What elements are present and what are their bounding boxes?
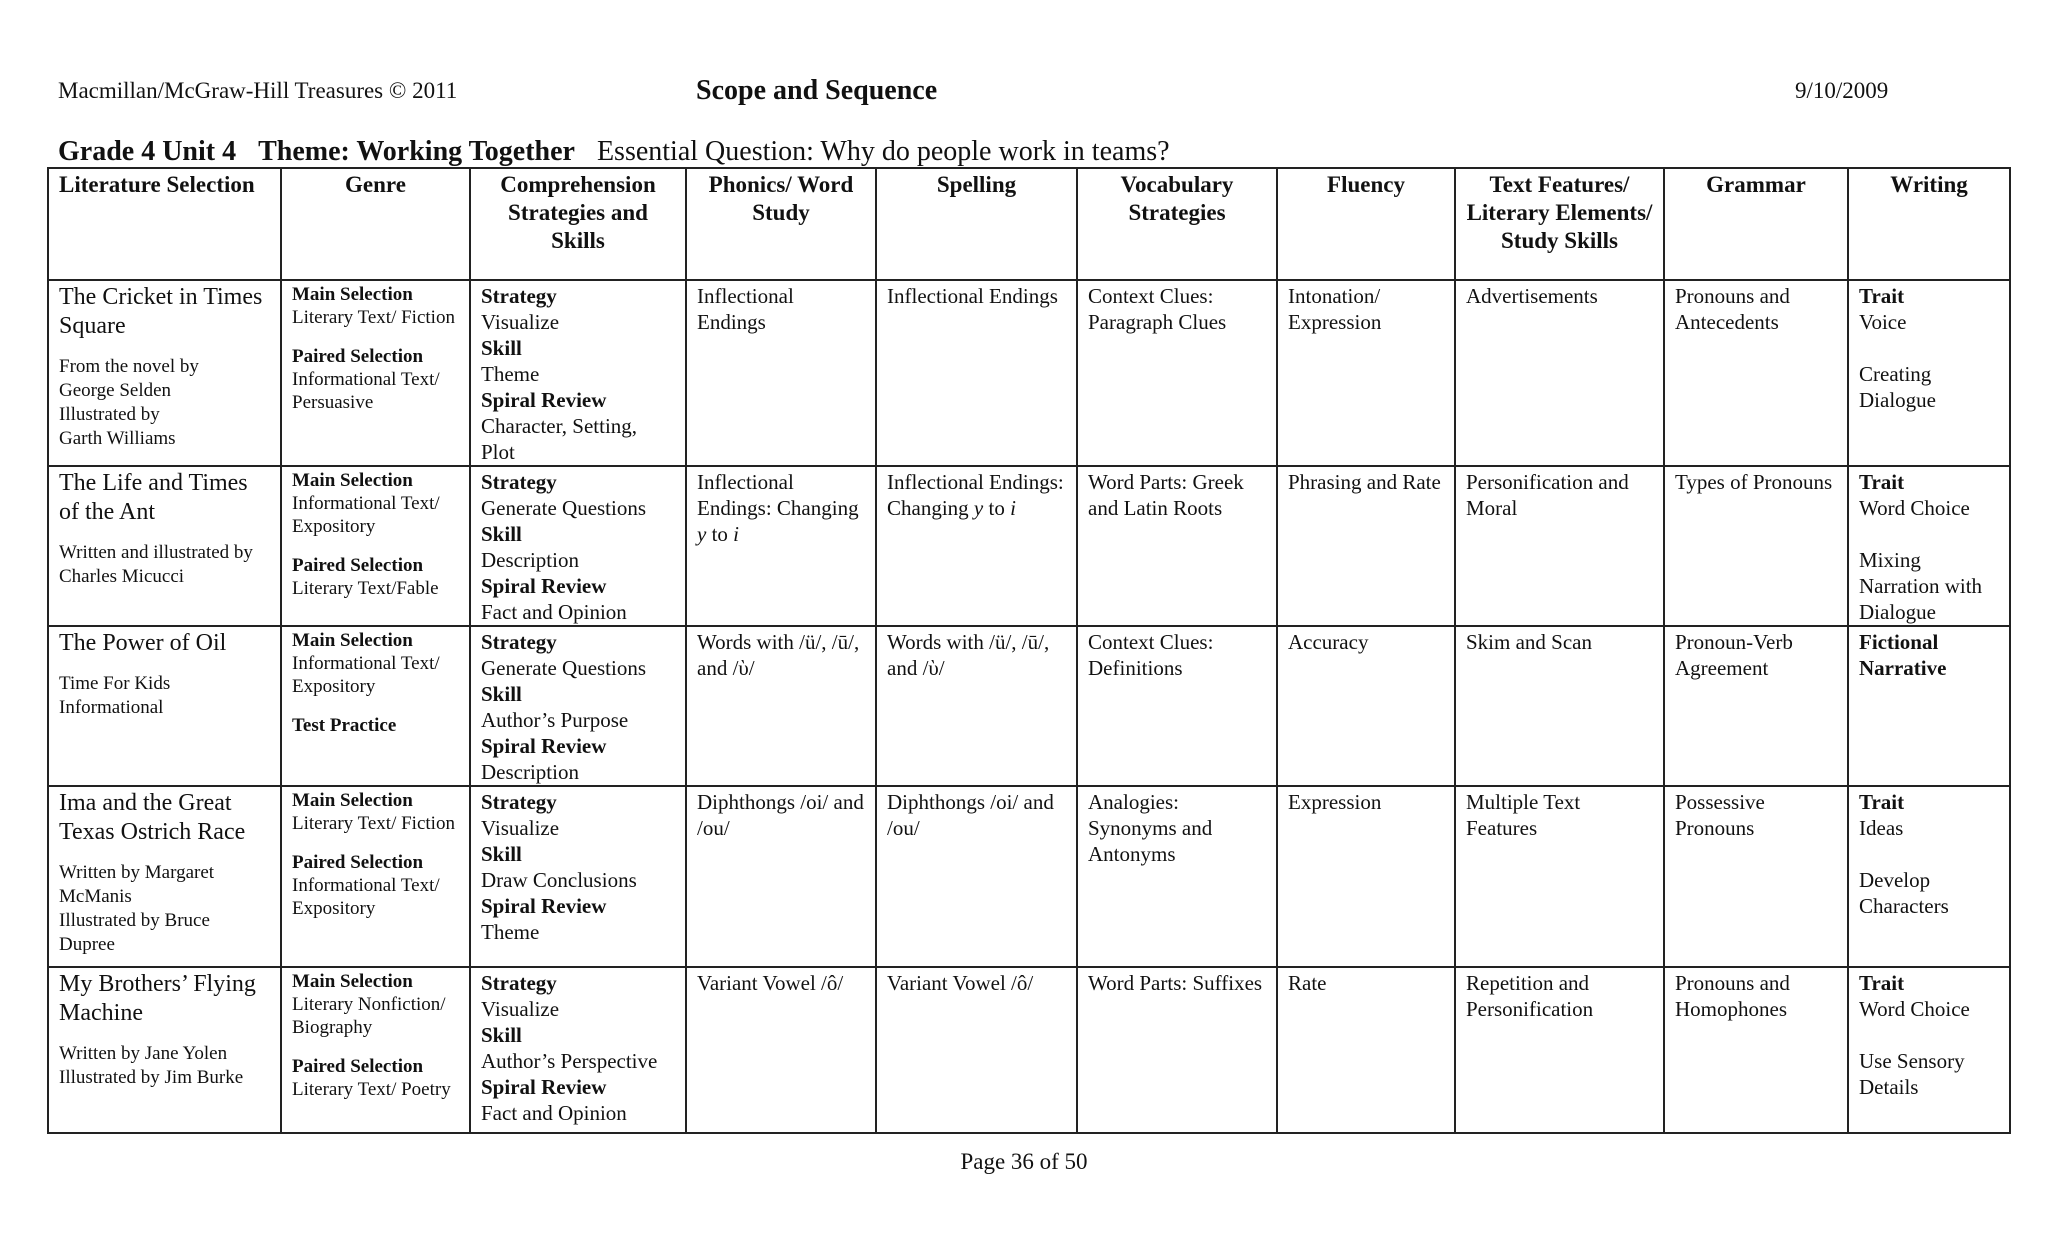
grade-unit: Grade 4 Unit 4	[58, 136, 237, 167]
comprehension-cell	[470, 626, 686, 786]
vocabulary-cell: Context Clues: Paragraph Clues	[1077, 280, 1277, 466]
credit-line: Written by Jane Yolen	[59, 1043, 228, 1064]
table-row	[48, 786, 2010, 967]
spiral-review-value: Description	[481, 760, 579, 784]
spelling-italic-y: y	[973, 496, 984, 520]
spelling-italic-i: i	[1010, 496, 1016, 520]
main-selection-label: Main Selection	[292, 470, 413, 491]
phonics-cell: Diphthongs /oi/ and /ou/	[686, 786, 876, 967]
page-number: Page 36 of 50	[960, 1149, 1088, 1174]
literature-cell	[48, 466, 281, 626]
strategy-value: Visualize	[481, 310, 560, 334]
spelling-cell: Variant Vowel /ô/	[876, 967, 1077, 1133]
phonics-italic-i: i	[733, 522, 740, 546]
writing-cell	[1848, 967, 2010, 1133]
col-header-grammar: Grammar	[1664, 168, 1848, 280]
header-row	[48, 168, 2010, 280]
main-selection-genre: Literary Nonfiction/ Biography	[292, 994, 446, 1038]
literature-cell	[48, 786, 281, 967]
skill-value: Draw Conclusions	[481, 868, 637, 892]
skill-label: Skill	[481, 682, 522, 706]
scope-sequence-table	[47, 167, 2011, 1134]
strategy-value: Visualize	[481, 997, 560, 1021]
fluency-cell: Accuracy	[1277, 626, 1455, 786]
fluency-cell: Rate	[1277, 967, 1455, 1133]
genre-cell	[281, 626, 470, 786]
main-selection-genre: Informational Text/ Expository	[292, 493, 440, 537]
credit-line: George Selden	[59, 380, 172, 401]
skill-value: Author’s Perspective	[481, 1049, 658, 1073]
credit-line: Written and illustrated by	[59, 542, 253, 563]
theme: Theme: Working Together	[258, 136, 575, 167]
spiral-review-label: Spiral Review	[481, 734, 607, 758]
phonics-cell	[686, 466, 876, 626]
paired-selection-genre: Literary Text/Fable	[292, 578, 439, 599]
text-features-cell: Advertisements	[1455, 280, 1664, 466]
writing-form-label: Fictional Narrative	[1859, 630, 1947, 680]
spelling-cell: Diphthongs /oi/ and /ou/	[876, 786, 1077, 967]
fluency-cell: Expression	[1277, 786, 1455, 967]
phonics-cell: Variant Vowel /ô/	[686, 967, 876, 1133]
genre-cell	[281, 280, 470, 466]
main-selection-label: Main Selection	[292, 630, 413, 651]
phonics-italic-y: y	[697, 522, 707, 546]
fluency-cell: Phrasing and Rate	[1277, 466, 1455, 626]
selection-title: My Brothers’ Flying Machine	[59, 971, 256, 1026]
col-header-genre: Genre	[281, 168, 470, 280]
table-row	[48, 466, 2010, 626]
credit-line: Time For Kids	[59, 673, 171, 694]
skill-value: Description	[481, 548, 579, 572]
phonics-text: Inflectional Endings: Changing	[697, 470, 859, 520]
grammar-cell: Possessive Pronouns	[1664, 786, 1848, 967]
grammar-cell: Pronoun-Verb Agreement	[1664, 626, 1848, 786]
writing-cell	[1848, 466, 2010, 626]
paired-selection-label: Paired Selection	[292, 852, 424, 873]
trait-value: Ideas	[1859, 816, 1904, 840]
writing-extra: Develop Characters	[1859, 868, 1949, 918]
strategy-label: Strategy	[481, 630, 557, 654]
writing-extra: Use Sensory Details	[1859, 1049, 1965, 1099]
skill-value: Theme	[481, 362, 540, 386]
credit-line: Garth Williams	[59, 428, 176, 449]
credit-line: Illustrated by	[59, 404, 160, 425]
col-header-fluency: Fluency	[1277, 168, 1455, 280]
main-selection-genre: Literary Text/ Fiction	[292, 813, 455, 834]
spiral-review-value: Fact and Opinion	[481, 600, 627, 624]
spiral-review-label: Spiral Review	[481, 1075, 607, 1099]
paired-selection-genre: Informational Text/ Expository	[292, 875, 440, 919]
main-selection-genre: Literary Text/ Fiction	[292, 307, 455, 328]
genre-cell	[281, 466, 470, 626]
publisher-header: Macmillan/McGraw-Hill Treasures © 2011	[58, 78, 458, 103]
fluency-cell: Intonation/ Expression	[1277, 280, 1455, 466]
main-selection-label: Main Selection	[292, 284, 413, 305]
vocabulary-cell: Context Clues: Definitions	[1077, 626, 1277, 786]
test-practice-label: Test Practice	[292, 715, 397, 736]
main-selection-genre: Informational Text/ Expository	[292, 653, 440, 697]
grammar-cell: Pronouns and Homophones	[1664, 967, 1848, 1133]
strategy-label: Strategy	[481, 971, 557, 995]
literature-cell	[48, 280, 281, 466]
col-header-vocabulary: Vocabulary Strategies	[1077, 168, 1277, 280]
table-row	[48, 626, 2010, 786]
literature-cell	[48, 626, 281, 786]
spelling-cell: Words with /ü/, /ū/, and /ὺ/	[876, 626, 1077, 786]
spiral-review-value: Fact and Opinion	[481, 1101, 627, 1125]
grammar-cell: Pronouns and Antecedents	[1664, 280, 1848, 466]
col-header-phonics: Phonics/ Word Study	[686, 168, 876, 280]
trait-label: Trait	[1859, 470, 1905, 494]
spelling-text-to: to	[983, 496, 1011, 520]
essential-question: Essential Question: Why do people work in teams?	[596, 136, 1170, 167]
strategy-value: Generate Questions	[481, 656, 647, 680]
strategy-value: Generate Questions	[481, 496, 647, 520]
col-header-comprehension: Comprehension Strategies and Skills	[470, 168, 686, 280]
document-date: 9/10/2009	[1795, 78, 1889, 103]
credit-line: From the novel by	[59, 356, 199, 377]
trait-value: Voice	[1859, 310, 1907, 334]
selection-title: The Life and Times of the Ant	[59, 470, 248, 525]
grammar-cell: Types of Pronouns	[1664, 466, 1848, 626]
spiral-review-label: Spiral Review	[481, 388, 607, 412]
comprehension-cell	[470, 280, 686, 466]
genre-cell	[281, 967, 470, 1133]
credit-line: Charles Micucci	[59, 566, 185, 587]
spiral-review-label: Spiral Review	[481, 894, 607, 918]
paired-selection-genre: Literary Text/ Poetry	[292, 1079, 451, 1100]
literature-cell	[48, 967, 281, 1133]
table-row	[48, 280, 2010, 466]
strategy-label: Strategy	[481, 284, 557, 308]
credit-line: Illustrated by Bruce Dupree	[59, 910, 210, 955]
vocabulary-cell: Word Parts: Greek and Latin Roots	[1077, 466, 1277, 626]
skill-label: Skill	[481, 1023, 522, 1047]
writing-cell	[1848, 626, 2010, 786]
vocabulary-cell: Analogies: Synonyms and Antonyms	[1077, 786, 1277, 967]
selection-title: Ima and the Great Texas Ostrich Race	[59, 790, 246, 845]
document-title: Scope and Sequence	[696, 75, 938, 106]
spelling-cell: Inflectional Endings	[876, 280, 1077, 466]
text-features-cell: Skim and Scan	[1455, 626, 1664, 786]
skill-label: Skill	[481, 336, 522, 360]
comprehension-cell	[470, 786, 686, 967]
credit-line: Illustrated by Jim Burke	[59, 1067, 244, 1088]
phonics-cell: Words with /ü/, /ū/, and /ὺ/	[686, 626, 876, 786]
text-features-cell: Repetition and Personification	[1455, 967, 1664, 1133]
strategy-label: Strategy	[481, 790, 557, 814]
phonics-cell: Inflectional Endings	[686, 280, 876, 466]
text-features-cell: Multiple Text Features	[1455, 786, 1664, 967]
trait-label: Trait	[1859, 971, 1905, 995]
writing-cell	[1848, 786, 2010, 967]
selection-title: The Cricket in Times Square	[59, 284, 263, 339]
comprehension-cell	[470, 967, 686, 1133]
paired-selection-label: Paired Selection	[292, 555, 424, 576]
paired-selection-label: Paired Selection	[292, 1056, 424, 1077]
writing-extra: Mixing Narration with Dialogue	[1859, 548, 1983, 624]
spiral-review-value: Character, Setting, Plot	[481, 414, 638, 464]
trait-label: Trait	[1859, 790, 1905, 814]
vocabulary-cell: Word Parts: Suffixes	[1077, 967, 1277, 1133]
col-header-spelling: Spelling	[876, 168, 1077, 280]
phonics-text-to: to	[706, 522, 734, 546]
credit-line: Informational	[59, 697, 164, 718]
spelling-cell	[876, 466, 1077, 626]
trait-value: Word Choice	[1859, 997, 1970, 1021]
main-selection-label: Main Selection	[292, 971, 413, 992]
credit-line: Written by Margaret McManis	[59, 862, 215, 907]
writing-cell	[1848, 280, 2010, 466]
spiral-review-value: Theme	[481, 920, 540, 944]
skill-label: Skill	[481, 522, 522, 546]
table-row	[48, 967, 2010, 1133]
unit-subtitle	[58, 136, 1170, 168]
paired-selection-label: Paired Selection	[292, 346, 424, 367]
spiral-review-label: Spiral Review	[481, 574, 607, 598]
selection-title: The Power of Oil	[59, 630, 227, 656]
strategy-value: Visualize	[481, 816, 560, 840]
col-header-writing: Writing	[1848, 168, 2010, 280]
col-header-text-features: Text Features/ Literary Elements/ Study Skills	[1455, 168, 1664, 280]
writing-extra: Creating Dialogue	[1859, 362, 1936, 412]
main-selection-label: Main Selection	[292, 790, 413, 811]
skill-label: Skill	[481, 842, 522, 866]
strategy-label: Strategy	[481, 470, 557, 494]
trait-value: Word Choice	[1859, 496, 1970, 520]
trait-label: Trait	[1859, 284, 1905, 308]
col-header-literature: Literature Selection	[48, 168, 281, 280]
paired-selection-genre: Informational Text/ Persuasive	[292, 369, 440, 413]
genre-cell	[281, 786, 470, 967]
text-features-cell: Personification and Moral	[1455, 466, 1664, 626]
spelling-text: Inflectional Endings: Changing	[887, 470, 1064, 520]
comprehension-cell	[470, 466, 686, 626]
skill-value: Author’s Purpose	[481, 708, 629, 732]
